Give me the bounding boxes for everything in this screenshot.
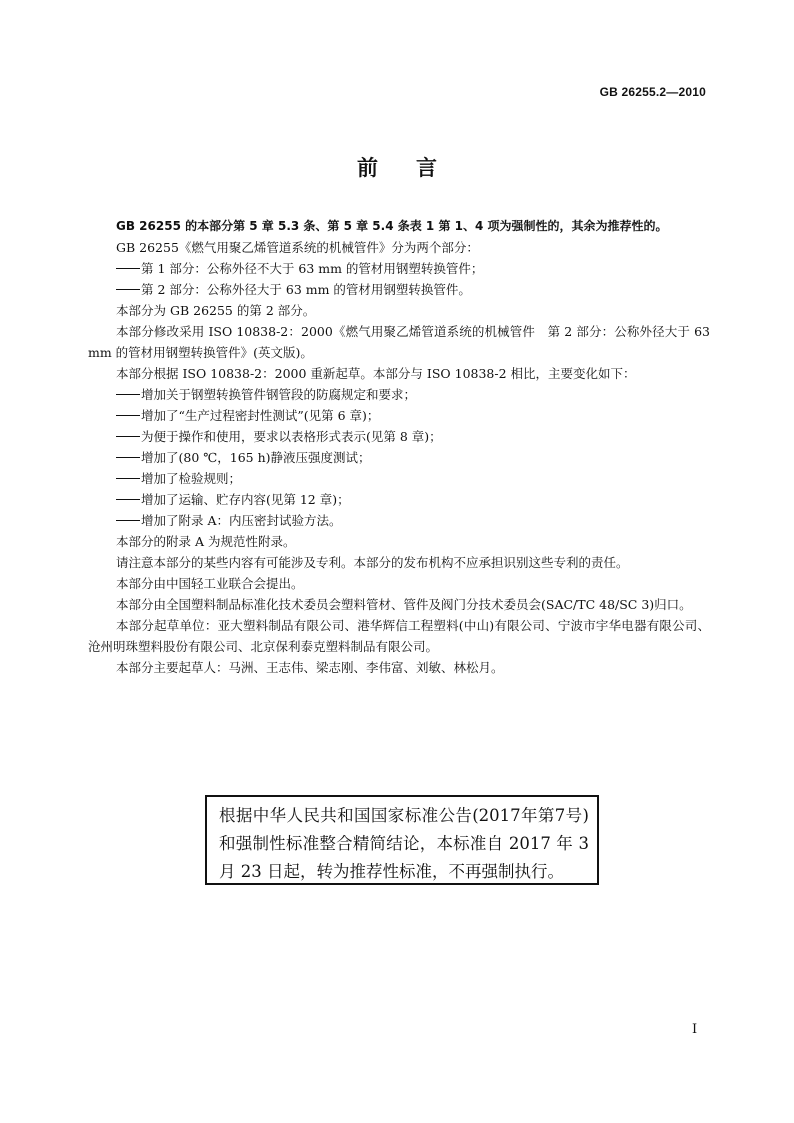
list-item-text: 第 1 部分：公称外径不大于 63 mm 的管材用钢塑转换管件； bbox=[141, 261, 484, 276]
list-item-text: 第 2 部分：公称外径大于 63 mm 的管材用钢塑转换管件。 bbox=[141, 282, 471, 297]
list-item-text: 增加关于钢塑转换管件钢管段的防腐规定和要求； bbox=[141, 387, 417, 402]
list-item-text: 增加了“生产过程密封性测试”(见第 6 章)； bbox=[141, 408, 380, 423]
paragraph-adoption: 本部分修改采用 ISO 10838-2：2000《燃气用聚乙烯管道系统的机械管件 第 2 部分：公称外径大于 63 mm 的管材用钢塑转换管件》(英文版)。 bbox=[88, 324, 710, 360]
page-title: 前言 bbox=[357, 156, 475, 180]
dash-bullet bbox=[116, 499, 140, 500]
status-notice-box: 根据中华人民共和国国家标准公告(2017年第7号)和强制性标准整合精简结论，本标准自 2017 年 3 月 23 日起，转为推荐性标准，不再强制执行。 bbox=[205, 795, 599, 885]
list-item-change bbox=[88, 426, 710, 447]
paragraph-series-overview: GB 26255《燃气用聚乙烯管道系统的机械管件》分为两个部分： bbox=[116, 240, 479, 255]
list-item-text: 增加了附录 A：内压密封试验方法。 bbox=[141, 513, 342, 528]
mandatory-clause-statement: GB 26255 的本部分第 5 章 5.3 条、第 5 章 5.4 条表 1 第 1、4 项为强制性的，其余为推荐性的。 bbox=[116, 219, 668, 233]
list-item-text: 增加了运输、贮存内容(见第 12 章)； bbox=[141, 492, 350, 507]
dash-bullet bbox=[116, 268, 140, 269]
list-item-change bbox=[88, 384, 710, 405]
list-item-text: 增加了(80 ℃，165 h)静液压强度测试； bbox=[141, 450, 371, 465]
paragraph-proposer: 本部分由中国轻工业联合会提出。 bbox=[116, 576, 304, 591]
dash-bullet bbox=[116, 289, 140, 290]
paragraph-drafting-units: 本部分起草单位：亚大塑料制品有限公司、港华辉信工程塑料(中山)有限公司、宁波市宇华电器有限公司、沧州明珠塑料股份有限公司、北京保利泰克塑料制品有限公司。 bbox=[88, 618, 710, 654]
list-item-part-1 bbox=[88, 258, 710, 279]
list-item-change bbox=[88, 489, 710, 510]
list-item-change bbox=[88, 468, 710, 489]
list-item-change bbox=[88, 405, 710, 426]
standard-number: GB 26255.2—2010 bbox=[599, 85, 706, 99]
page-number: I bbox=[692, 1022, 698, 1037]
paragraph-patent-notice: 请注意本部分的某些内容有可能涉及专利。本部分的发布机构不应承担识别这些专利的责任。 bbox=[116, 555, 629, 570]
dash-bullet bbox=[116, 415, 140, 416]
paragraph-drafters: 本部分主要起草人：马洲、王志伟、梁志刚、李伟富、刘敏、林松月。 bbox=[116, 660, 504, 675]
dash-bullet bbox=[116, 520, 140, 521]
paragraph-this-part: 本部分为 GB 26255 的第 2 部分。 bbox=[116, 303, 316, 318]
dash-bullet bbox=[116, 478, 140, 479]
list-item-text: 增加了检验规则； bbox=[141, 471, 242, 486]
list-item-part-2 bbox=[88, 279, 710, 300]
paragraph-committee: 本部分由全国塑料制品标准化技术委员会塑料管材、管件及阀门分技术委员会(SAC/TC 48/SC 3)归口。 bbox=[116, 597, 692, 612]
dash-bullet bbox=[116, 457, 140, 458]
list-item-change bbox=[88, 510, 710, 531]
foreword-body bbox=[88, 216, 710, 678]
paragraph-annex: 本部分的附录 A 为规范性附录。 bbox=[116, 534, 296, 549]
dash-bullet bbox=[116, 394, 140, 395]
paragraph-redrafted: 本部分根据 ISO 10838-2：2000 重新起草。本部分与 ISO 10838-2 相比，主要变化如下： bbox=[116, 366, 636, 381]
list-item-text: 为便于操作和使用，要求以表格形式表示(见第 8 章)； bbox=[141, 429, 442, 444]
list-item-change bbox=[88, 447, 710, 468]
dash-bullet bbox=[116, 436, 140, 437]
